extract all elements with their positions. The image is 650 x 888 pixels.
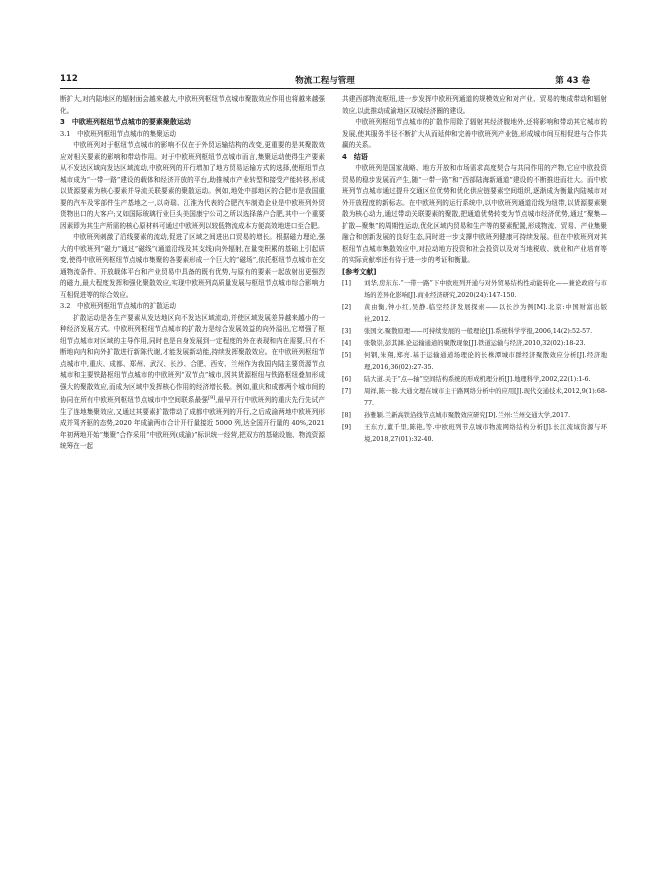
reference-item [342,422,607,446]
reference-number: [8] [342,412,351,419]
paragraph: 中欧班列对于枢纽节点城市的影响不仅在于外贸运输结构的改变,更重要的是其聚散效应对相关要素的影响和带动作用。对于中欧班列枢纽节点城市而言,集聚运动使得生产要素从不发达区域向发达区域流动,中欧班列的开行增加了地方贸易运输方式的选择,使枢纽节点城市成为“一带一路”建设的载体和经济开放的平台,助推城市产业转型和接受产能转移,形成以货源要素为核心要素并导流关联要素的聚散运动。例如,地处中部地区的合肥市是我国重要的汽车及零部件生产基地之一,以奇瑞、江淮为代表的合肥汽车制造企业是中欧班列外贸货物出口的大客户;又如国际玻璃行业巨头美国康宁公司之所以选择落户合肥,其中一个重要因素即为其生产所需的核心原材料可通过中欧班列以较低物流成本方便高效地进口至合肥。 [60,141,325,230]
journal-name: 物流工程与管理 [295,76,355,86]
reference-item [342,338,607,350]
reference-number: [9] [342,424,351,431]
reference-item [342,350,607,374]
reference-item [342,302,607,326]
citation-marker: [9] [208,395,216,401]
section-4-heading: 4 结语 [342,152,368,161]
reference-item [342,410,607,422]
reference-text: 张国文.聚散原理——可持续发展的一般理论[J].系统科学学报,2006,14(2):52-57. [364,328,593,335]
volume-label: 第 43 卷 [555,76,590,86]
continued-paragraph: 断扩大,对内陆地区的辐射面会越来越大,中欧班列枢纽节点城市聚散效应作用也将越来越强化。 [60,95,325,115]
reference-number: [3] [342,328,351,335]
references-list [342,278,607,446]
reference-text: 孙雅颖.兰新高铁沿线节点城市聚散效应研究[D].兰州:兰州交通大学,2017. [364,412,571,419]
reference-number: [6] [342,376,351,383]
reference-text: 王东方,董千里,陈艳,等.中欧班列节点城市物流网络结构分析[J].长江流域资源与环境,2018,27(01):32-40. [364,424,607,443]
reference-text: 周祥,陈一骏.大通文理在城市主干路网络分析中的应用[J].现代交通技术,2012,9(1):68-77. [364,388,607,407]
section-3-heading: 3 中欧班列枢纽节点城市的要素聚散运动 [60,118,191,126]
page-number: 112 [60,74,78,84]
reference-text: 张敬崇,彭其渊.论运输通道的聚散现象[J].铁道运输与经济,2010,32(02):18-23. [364,340,586,347]
right-column [342,94,607,446]
reference-number: [1] [342,280,351,287]
paragraph-text: 扩散运动是各生产要素从发达地区向不发达区域流动,并使区域发展差异越来越小的一种经济发展方式。中欧班列枢纽节点城市的扩散力是综合发展效益的向外溢出,它增强了枢纽节点城市对区域的主导作用,同时也是自身发展到一定程度的外在表现和内在需要,只有不断地向内和向外扩散进行新陈代谢,才能发展新动能,持续发挥聚散效应。在中欧班列枢纽节点城市中,重庆、成都、郑州、武汉、长沙、合肥、西安、兰州作为我国内陆主要货源节点城市和主要铁路枢纽节点城市的中欧班列“双节点”城市,因其货源枢纽与铁路枢纽叠加形成强大的聚散效应,而成为区域中发挥核心作用的经济增长极。例如,重庆和成都两个城市间的协同在所有中欧班列枢纽节点城市中空间联系最强 [60,313,325,405]
reference-text: 陆大道.关于“点—轴”空间结构系统的形成机理分析[J].地理科学,2002,22(1):1-6. [364,376,591,383]
page-header [60,72,590,88]
section-3-1-heading: 3.1 中欧班列枢纽节点城市的集聚运动 [60,129,176,138]
paragraph: 中欧班列是国家战略、地方开放和市场需求高度契合与共同作用的产物,它应中欧投资贸易的稳步发展而产生,随“一带一路”和“西部陆海新通道”建设的不断推进而壮大。而中欧班列节点城市通过提升交通区位优势和优化供应链要素空间组织,逐渐成为衡量内陆城市对外开放程度的新标志。在中欧班列的运行系统中,以中欧班列通道沿线为纽带,以货源要素聚散为核心动力,通过带动关联要素的聚散,把通道优势转变为节点城市经济优势,通过“聚集—扩散—聚集”的周期性运动,优化区域内贸易和生产等的要素配置,形成物流、贸易、产业集聚融合和创新发展的良好生态,同时进一步支撑中欧班列健康可持续发展。但在中欧班列对其枢纽节点城市集散效应中,对拉动地方投资和社会投资以及对当地税收、就业和产业培育等的实际贡献率还有待于进一步的考证和衡量。 [342,164,607,264]
reference-item [342,374,607,386]
section-3-2-heading: 3.2 中欧班列枢纽节点城市的扩散运动 [60,302,176,310]
paragraph: 中欧班列枢纽节点城市的扩散作用除了辐射其经济腹地外,还将影响和带动其它城市的发展,使其服务半径不断扩大从而延伸和完善中欧班列产业链,形成城市间互相促进与合作共赢的关系。 [342,118,607,149]
paragraph-text: ,最早开行中欧班列的重庆先行先试产生了连地集聚效应,又通过其要素扩散带动了成都中欧班列的开行,之后成渝两地中欧班列形成并驾齐驱的态势,2020 年成渝两市合计开行量接近 5000 列,达全国开行量的 40%,2021 年初两地开始“集聚”合作采用“中欧班列(成渝)”标识统一经营,把双方的基础设施、物流资源统筹在一起 [60,396,325,451]
reference-text: 黄由衡,钟小红,吴静.临空经济发展探索——以长沙为例[M].北京:中国财富出版社,2012. [364,304,607,323]
references-heading: [参考文献] [342,267,377,276]
left-column [60,94,325,453]
reference-item [342,386,607,410]
reference-item [342,326,607,338]
paragraph: 中欧班列刺激了沿线要素的流动,促进了区域之间进出口贸易的增长。根据磁力理论,强大的中欧班列“磁力”通过“磁线”(通道沿线及其支线)向外辐射,在量变积累的基础上引起质变,使得中欧班列枢纽节点城市集聚的各要素形成一个巨大的“磁场”,依托枢纽节点城市在交通物流条件、开放载体平台和产业贸易中具备的既有优势,与原有的要素一起放射出更强烈的磁力,最大程度发挥和强化聚散效应,实现中欧班列高质量发展与枢纽节点城市综合影响力互相促进等的综合效应。 [60,233,325,299]
reference-text: 刘华,房东东.“一带一路”下中欧班列开通与对外贸易结构性动能转化——兼论政府与市场的差异化影响[J].商业经济研究,2020(24):147-150. [364,280,607,299]
paragraph [60,313,325,453]
reference-number: [4] [342,340,351,347]
reference-number: [2] [342,304,351,311]
continued-paragraph: 共建西部物流枢纽,进一步发挥中欧班列通道的规模效应和对产业、贸易的集成带动和辐射效应,以此推动成渝地区双城经济圈的建设。 [342,95,607,115]
reference-number: [7] [342,388,351,395]
reference-number: [5] [342,352,351,359]
reference-text: 何钢,朱翔,郑亮.基于运输通道场理论的长株潭城市群经济聚散效应分析[J].经济地理,2016,36(02):27-35. [364,352,607,371]
reference-item [342,278,607,302]
header-rule [60,88,590,89]
